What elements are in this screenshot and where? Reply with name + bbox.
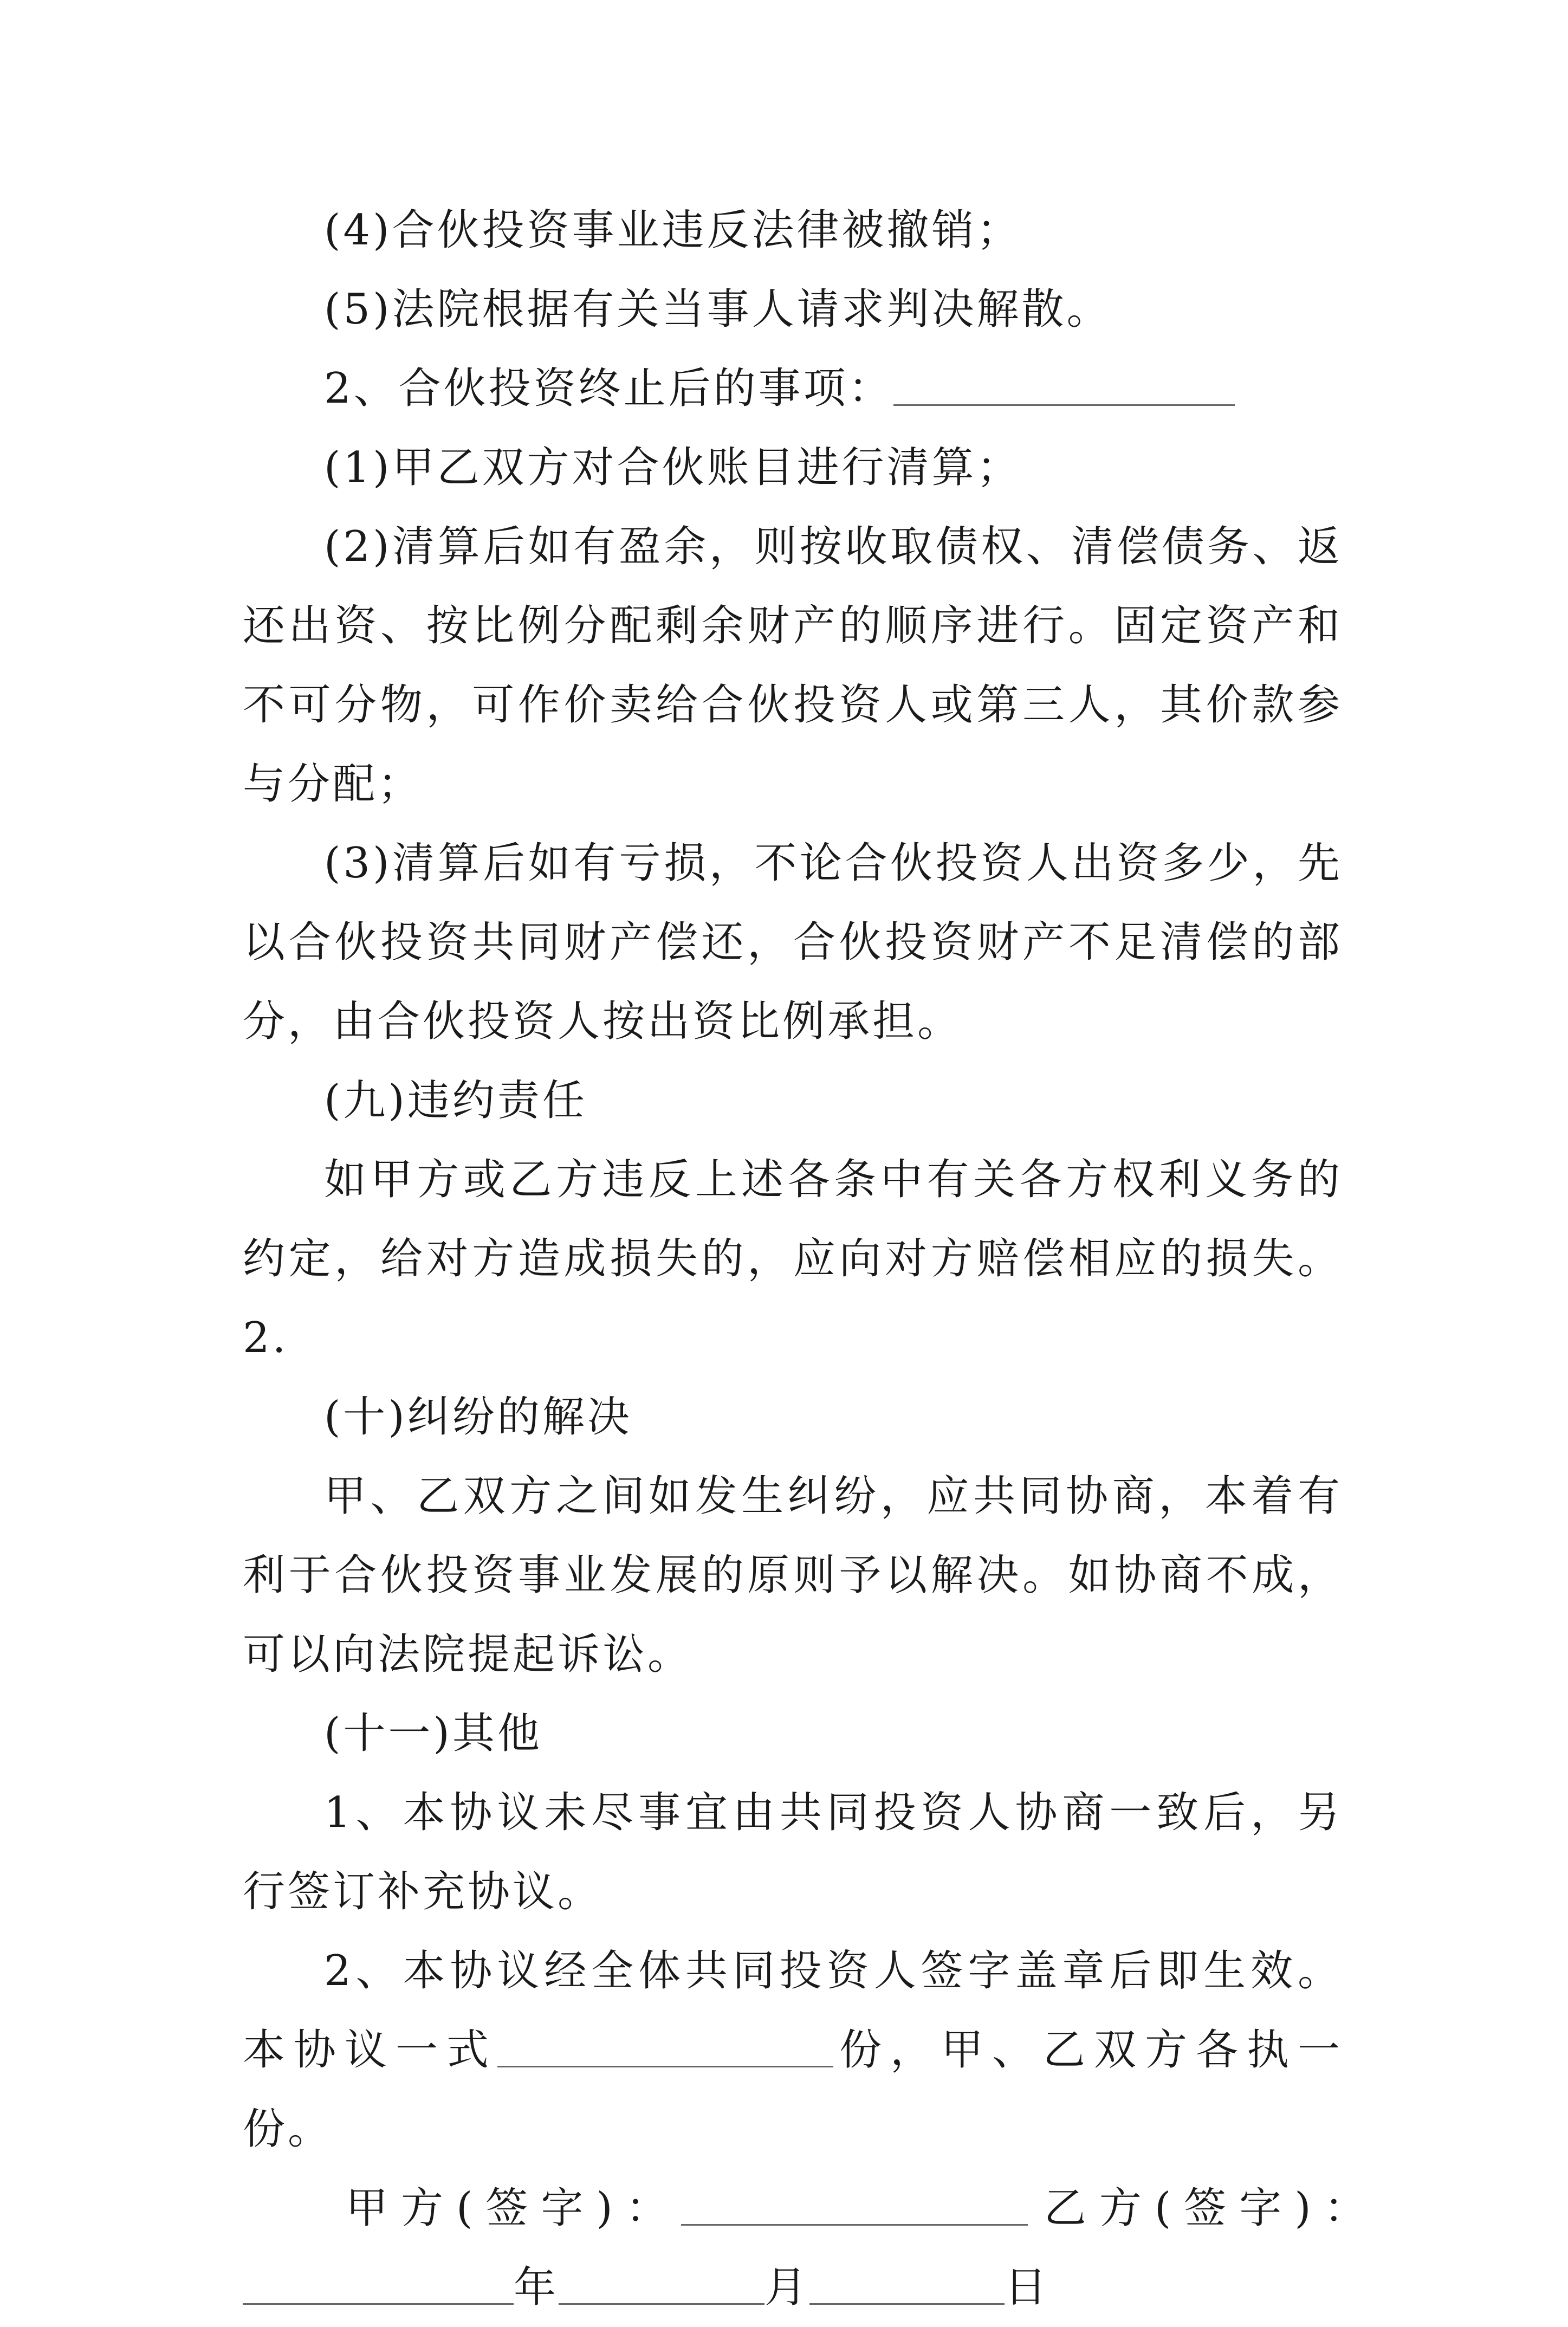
section-11-item-2 <box>243 1931 1343 2169</box>
clause-1-liquidation: (1)甲乙双方对合伙账目进行清算； <box>324 443 1022 492</box>
day-blank[interactable] <box>809 2262 1005 2305</box>
party-a-signature-blank[interactable] <box>681 2183 1028 2226</box>
section-11-item-1: 1、本协议未尽事宜由共同投资人协商一致后，另行签订补充协议。 <box>243 1788 1343 1916</box>
year-label: 年 <box>514 2263 559 2312</box>
section-11-heading: (十一)其他 <box>324 1709 542 1758</box>
clause-5-court-dissolution: (5)法院根据有关当事人请求判决解散。 <box>324 285 1112 334</box>
day-label: 日 <box>1005 2263 1050 2312</box>
copies-text-before: 2、本协议经全体共同投资人签字盖章后即生效。本协议一式 <box>243 1947 1343 2074</box>
termination-matters-label: 2、合伙投资终止后的事项： <box>324 364 893 413</box>
section-10-heading: (十)纠纷的解决 <box>324 1393 632 1442</box>
signature-line <box>243 2169 1379 2248</box>
copies-count-blank[interactable] <box>497 2025 833 2067</box>
month-blank[interactable] <box>559 2262 764 2305</box>
document-body <box>243 191 1379 2327</box>
year-blank[interactable] <box>243 2262 514 2305</box>
month-label: 月 <box>764 2263 810 2312</box>
section-10-body: 甲、乙双方之间如发生纠纷，应共同协商，本着有利于合伙投资事业发展的原则予以解决。如协商不成，可以向法院提起诉讼。 <box>243 1472 1343 1679</box>
section-9-heading: (九)违约责任 <box>324 1076 587 1125</box>
copies-text-after: 份，甲、乙双方各执一份。 <box>243 2026 1343 2154</box>
clause-4-revoked: (4)合伙投资事业违反法律被撤销； <box>324 206 1022 255</box>
termination-matters-blank[interactable] <box>893 363 1235 406</box>
clause-3-loss: (3)清算后如有亏损，不论合伙投资人出资多少，先以合伙投资共同财产偿还，合伙投资财产不足清偿的部分，由合伙投资人按出资比例承担。 <box>243 839 1343 1046</box>
clause-2-surplus: (2)清算后如有盈余，则按收取债权、清偿债务、返还出资、按比例分配剩余财产的顺序进行。固定资产和不可分物，可作价卖给合伙投资人或第三人，其价款参与分配； <box>243 522 1343 809</box>
termination-matters <box>243 349 1343 428</box>
party-b-signature-label: 乙方(签字)： <box>1044 2184 1379 2233</box>
party-a-signature-label: 甲方(签字)： <box>346 2184 681 2233</box>
date-line <box>243 2248 1343 2327</box>
section-9-body: 如甲方或乙方违反上述各条中有关各方权利义务的约定，给对方造成损失的，应向对方赔偿相应的损失。2. <box>243 1155 1343 1362</box>
